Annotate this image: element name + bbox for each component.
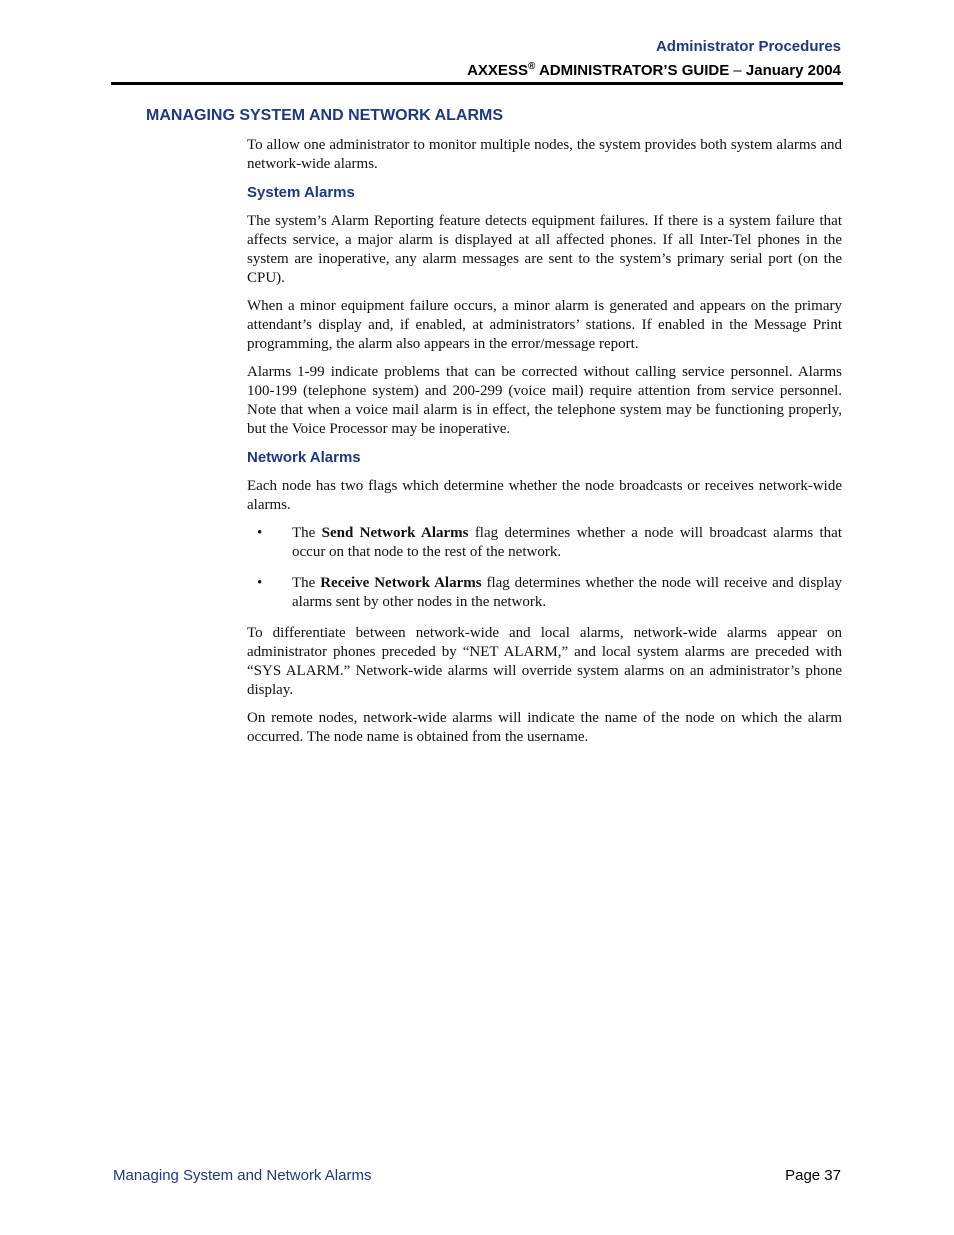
- intro-paragraph: To allow one administrator to monitor multiple nodes, the system provides both system alarms and network-wide alarms.: [247, 137, 842, 172]
- guide-name: AXXESS: [467, 62, 528, 79]
- footer-page-number: Page 37: [785, 1167, 841, 1184]
- system-alarms-paragraph-3: Alarms 1-99 indicate problems that can be corrected without calling service personnel. Alarms 100-199 (telephone system) and 200-299 (voice mail) require attention from service personnel. Note that when a voice mail alarm is in effect, the telephone system may be functioning properly, but the Voice Processor may be inoperative.: [247, 364, 842, 437]
- bullet-icon: •: [257, 575, 263, 591]
- list-item: [247, 574, 842, 612]
- system-alarms-heading: System Alarms: [247, 184, 355, 201]
- page-heading: MANAGING SYSTEM AND NETWORK ALARMS: [146, 107, 504, 124]
- system-alarms-paragraph-1: The system’s Alarm Reporting feature detects equipment failures. If there is a system failure that affects service, a major alarm is displayed at all affected phones. If all Inter-Tel phones in the system are inoperative, any alarm messages are sent to the system’s primary serial port (on the CPU).: [247, 213, 842, 286]
- bullet-term: Receive Network Alarms: [320, 575, 482, 591]
- main-content: [247, 136, 842, 756]
- network-flags-list: [247, 524, 842, 612]
- bullet-text-post: flag determines whether the node will receive and display alarms sent by other nodes in the network.: [292, 575, 842, 610]
- network-alarms-heading: Network Alarms: [247, 449, 361, 466]
- footer-section-name: Managing System and Network Alarms: [113, 1167, 372, 1184]
- bullet-icon: •: [257, 525, 263, 541]
- header-guide-title: [467, 61, 841, 79]
- system-alarms-paragraph-2: When a minor equipment failure occurs, a minor alarm is generated and appears on the primary attendant’s display and, if enabled, at administrators’ stations. If enabled in the Message Print programming, the alarm also appears in the error/message report.: [247, 298, 842, 352]
- bullet-text-post: flag determines whether a node will broadcast alarms that occur on that node to the rest of the network.: [292, 525, 842, 560]
- guide-name-rest: ADMINISTRATOR’S GUIDE: [535, 62, 730, 79]
- header-section-title: Administrator Procedures: [655, 38, 841, 55]
- bullet-text-pre: The: [292, 575, 321, 591]
- list-item: [247, 524, 842, 562]
- network-alarms-intro: Each node has two flags which determine whether the node broadcasts or receives network-wide alarms.: [247, 478, 842, 513]
- network-alarms-paragraph-2: On remote nodes, network-wide alarms will indicate the name of the node on which the alarm occurred. The node name is obtained from the username.: [247, 710, 842, 745]
- bullet-text-pre: The: [292, 525, 322, 541]
- header-dash: –: [729, 62, 746, 79]
- network-alarms-paragraph-1: To differentiate between network-wide and local alarms, network-wide alarms appear on administrator phones preceded by “NET ALARM,” and local system alarms are preceded with “SYS ALARM.” Network-wide alarms will override system alarms on an administrator’s phone display.: [247, 625, 842, 698]
- bullet-term: Send Network Alarms: [321, 525, 469, 541]
- header-rule: [111, 82, 843, 85]
- header-date: January 2004: [745, 62, 841, 79]
- registered-mark: ®: [527, 61, 536, 72]
